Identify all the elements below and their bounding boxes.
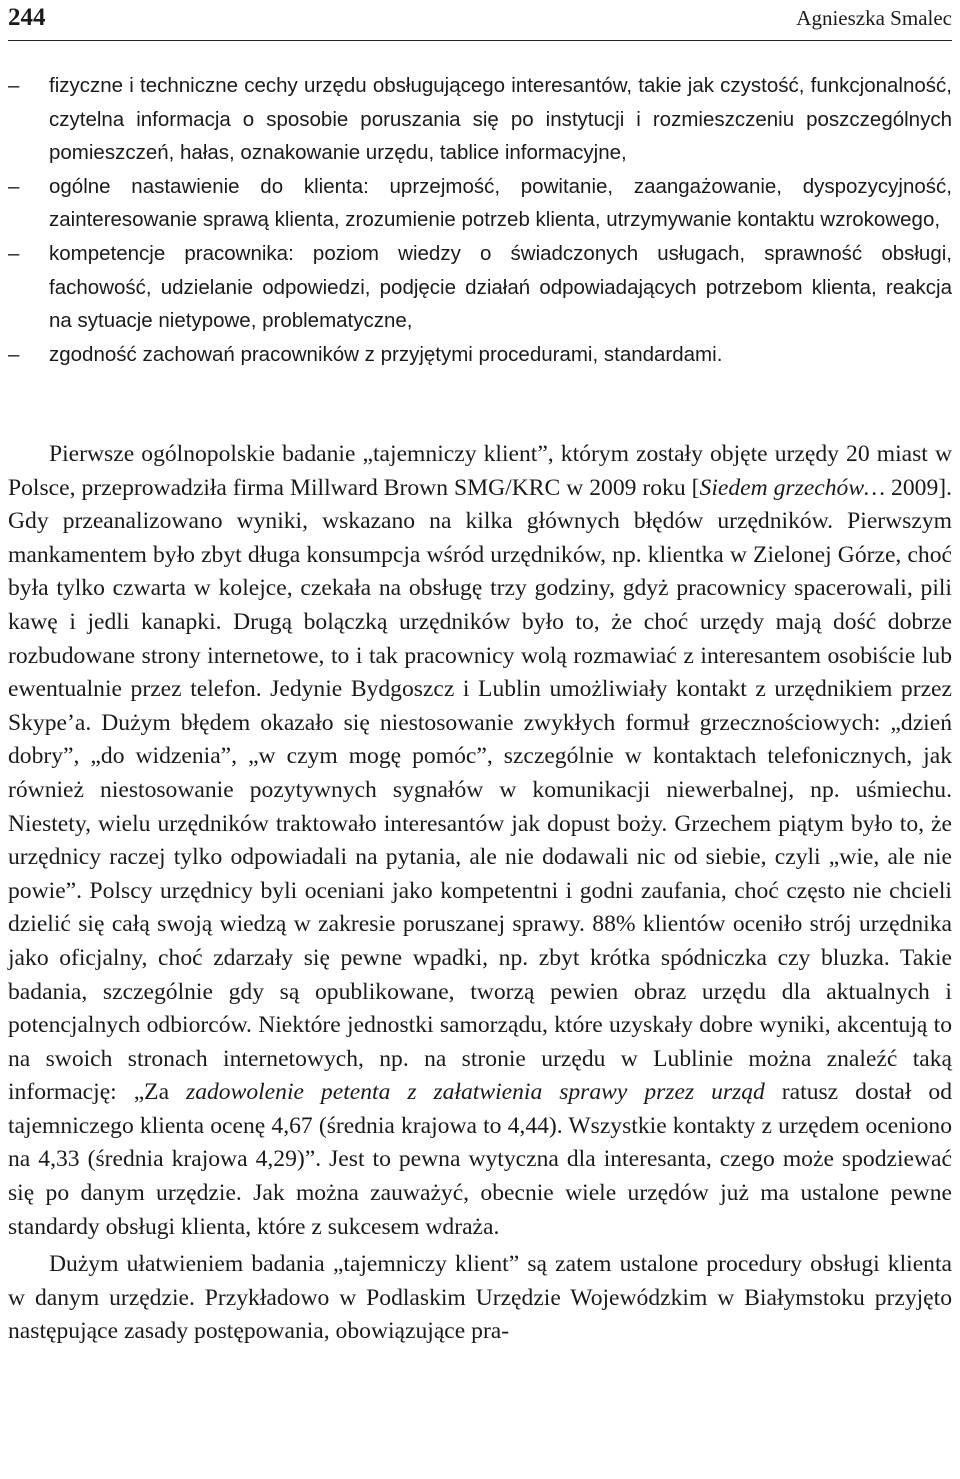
quote-italic: zadowolenie petenta z załatwienia sprawy przez urząd [186,1079,765,1106]
list-item [8,237,952,338]
citation-italic: Siedem grzechów… [699,474,886,501]
list-item-text: kompetencje pracownika: poziom wiedzy o świadczonych usługach, sprawność obsługi, fachowość, udzielanie odpowiedzi, podjęcie działań odpowiadających potrzebom klienta, reakcja na sytuacje nietypowe, problematyczne, [49,241,952,333]
dash-marker: – [8,241,20,265]
running-head [8,0,952,41]
dash-marker: – [8,74,20,97]
paragraph-text: ratusz dostał od tajemniczego klienta ocenę 4,67 (średnia krajowa to 4,44). Wszystkie kontakty z urzędem oceniono na 4,33 (średnia krajowa 4,29)”. Jest to pewna wytyczna dla interesanta, czego może spodziewać się po danym urzędzie. Jak można zauważyć, obecnie wiele urzędów już ma ustalone pewne standardy obsługi klienta, które z sukcesem wdraża. [8,1079,953,1240]
dash-marker: – [8,174,20,198]
body-paragraph [8,438,952,1244]
body-paragraph [8,1248,952,1349]
page-number: 244 [8,4,46,31]
paragraph-text: Pierwsze ogólnopolskie badanie „tajemniczy klient”, którym zostały objęte urzędy 20 miast w Polsce, przeprowadziła firma Millward Brown SMG/KRC w 2009 roku [ [8,441,952,501]
paragraph-text: 2009]. Gdy przeanalizowano wyniki, wskazano na kilka głównych błędów urzędników. Pierwszym mankamentem było zbyt długa konsumpcja wśród urzędników, np. klientka w Zielonej Górze, choć była tylko czwarta w kolejce, czekała na obsługę trzy godziny, gdyż pracownicy spacerowali, pili kawę i jedli kanapki. Drugą bolączką urzędników było to, że choć urzędy mają dość dobrze rozbudowane strony internetowe, to i tak pracownicy wolą rozmawiać z interesantem osobiście lub ewentualnie przez telefon. Jedynie Bydgoszcz i Lublin umożliwiały kontakt z urzędnikiem przez Skype’a. Dużym błędem okazało się niestosowanie zwykłych formuł grzecznościowych: „dzień dobry”, „do widzenia”, „w czym mogę pomóc”, szczególnie w kontaktach telefonicznych, jak również niestosowanie pozytywnych sygnałów w komunikacji niewerbalnej, np. uśmiechu. Niestety, wielu urzędników traktowało interesantów jak dopust boży. Grzechem piątym było to, że urzędnicy raczej tylko odpowiadali na pytania, ale nie dodawali nic od siebie, czyli „wie, ale nie powie”. Polscy urzędnicy byli oceniani jako kompetentni i godni zaufania, choć często nie chcieli dzielić się całą swoją wiedzą w zakresie poruszanej sprawy. 88% klientów oceniło strój urzędnika jako oficjalny, choć zdarzały się pewne wpadki, np. zbyt krótka spódniczka czy bluzka. Takie badania, szczególnie gdy są opublikowane, tworzą pewien obraz urzędu dla aktualnych i potencjalnych odbiorców. Niektóre jednostki samorządu, które uzyskały dobre wyniki, akcentują to na swoich stronach internetowych, np. na stronie urzędu w Lublinie można znaleźć taką informację: „Za [8,474,952,1106]
criteria-list [8,69,952,371]
dash-marker: – [8,342,20,366]
list-item-text: zgodność zachowań pracowników z przyjętymi procedurami, standardami. [49,342,723,366]
paragraph-text: Dużym ułatwieniem badania „tajemniczy klient” są zatem ustalone procedury obsługi klienta w danym urzędzie. Przykładowo w Podlaskim Urzędzie Wojewódzkim w Białymstoku przyjęto następujące zasady postępowania, obowiązujące pra- [8,1251,952,1345]
running-head-author: Agnieszka Smalec [796,6,952,30]
list-item [8,338,952,372]
body-text [8,438,952,1349]
list-item-text: fizyczne i techniczne cechy urzędu obsługującego interesantów, takie jak czystość, funkcjonalność, czytelna informacja o sposobie poruszania się po instytucji i rozmieszczeniu poszczególnych pomieszczeń, hałas, oznakowanie urzędu, tablice informacyjne, [49,74,952,165]
list-item [8,170,952,237]
list-item-text: ogólne nastawienie do klienta: uprzejmość, powitanie, zaangażowanie, dyspozycyjność, zainteresowanie sprawą klienta, zrozumienie potrzeb klienta, utrzymywanie kontaktu wzrokowego, [49,174,952,232]
list-item [8,69,952,170]
